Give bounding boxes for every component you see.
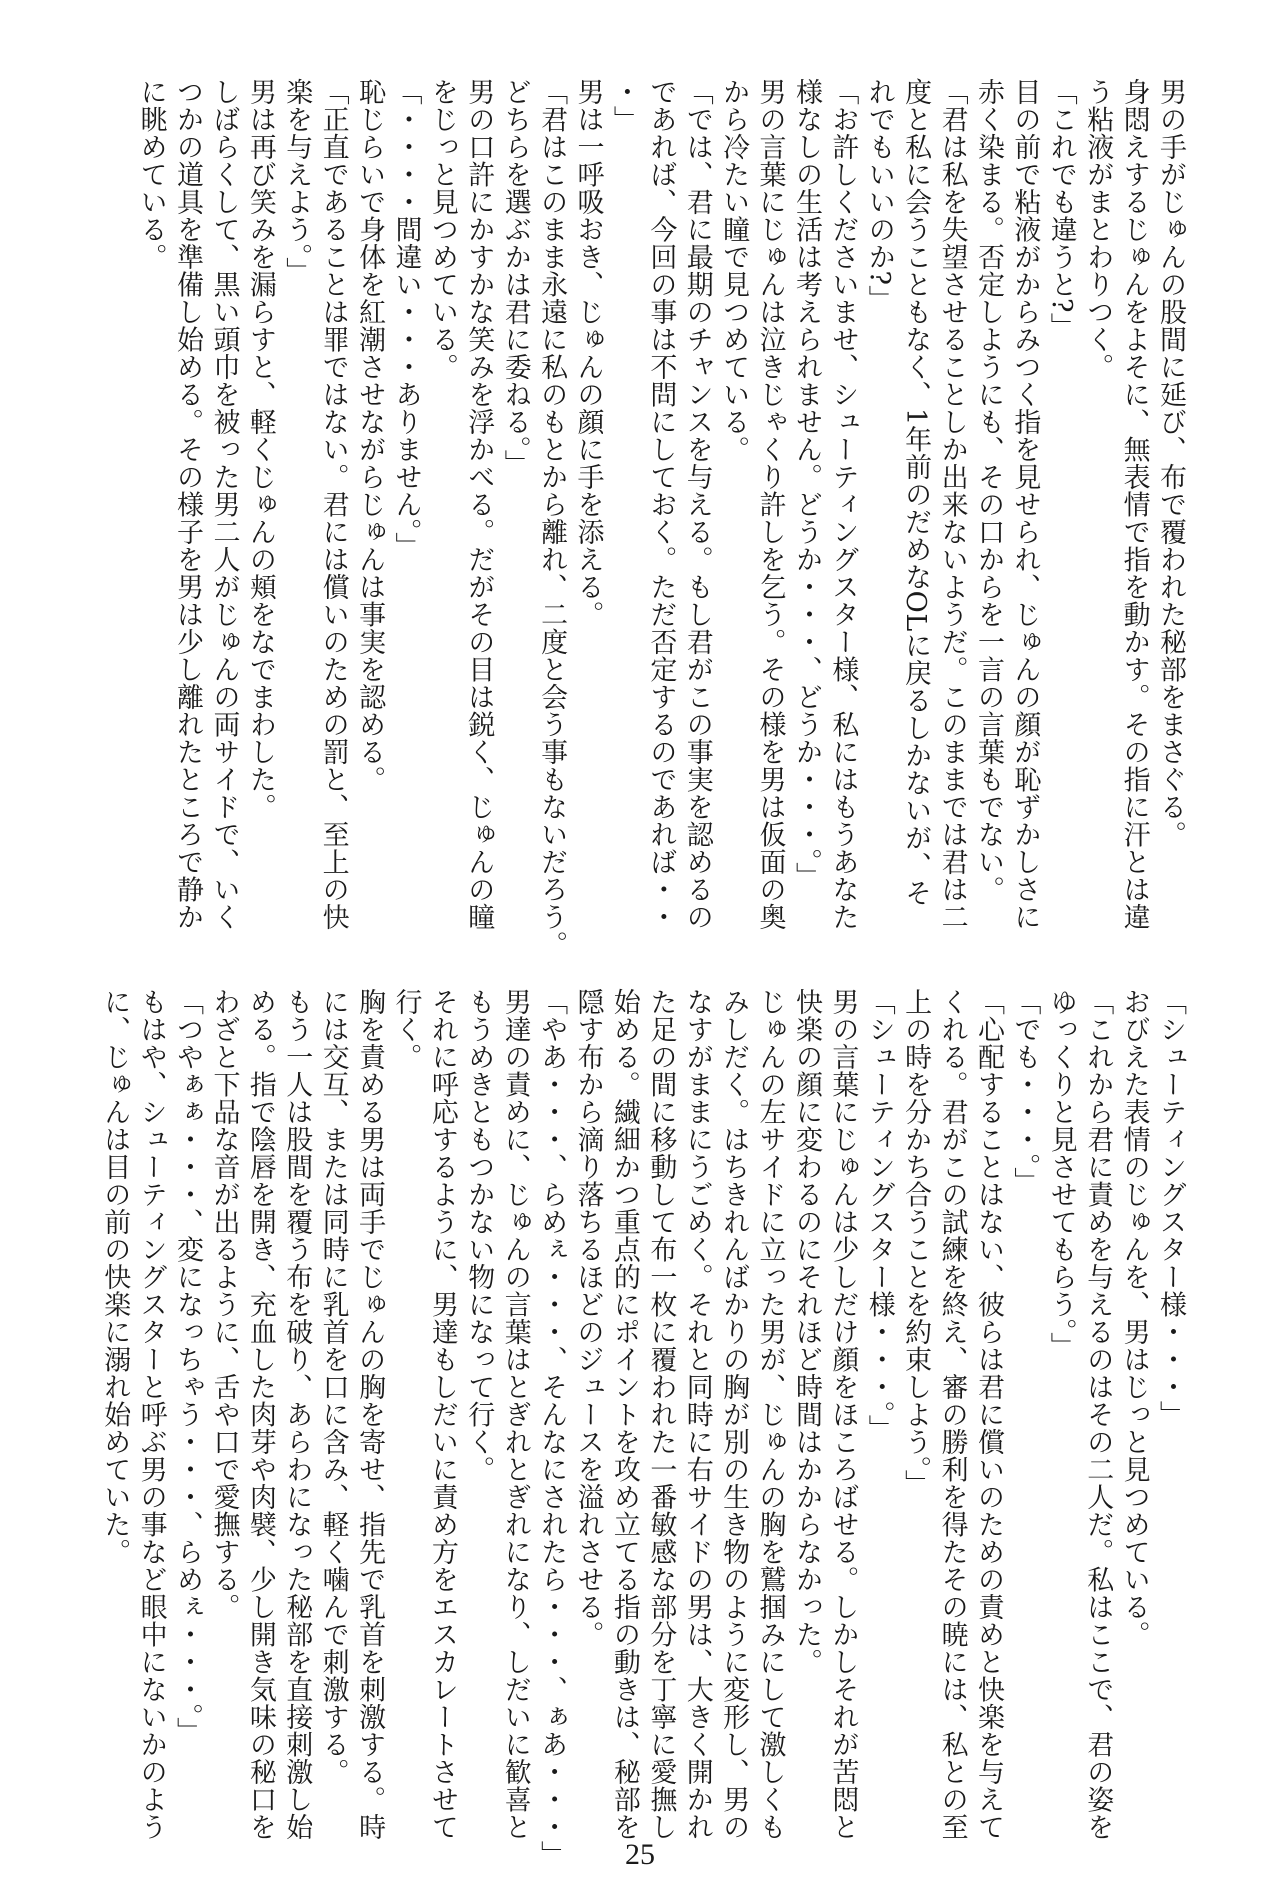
text-line: わざと下品な音が出るように、舌や口で愛撫する。 bbox=[208, 988, 240, 1621]
text-line: 「シューティングスター様・・・」 bbox=[1155, 988, 1186, 1428]
text-line: 度と私に会うこともなく、1年前のだめなOLに戻るしかないが、そ bbox=[900, 78, 932, 907]
text-line: ゆっくりと見させてもらう。」 bbox=[1045, 988, 1077, 1360]
text-line: 快楽の顔に変わるのにそれほど時間はかからなかった。 bbox=[790, 988, 822, 1676]
text-line: 「君は私を失望させることしか出来ないようだ。このままでは君は二 bbox=[936, 78, 968, 931]
text-line: どちらを選ぶかは君に委ねる。」 bbox=[499, 78, 531, 477]
text-line: くれる。君がこの試練を終え、審の勝利を得たその暁には、私との至 bbox=[936, 988, 968, 1841]
text-line: もはや、シューティングスターと呼ぶ男の事など眼中にないかのよう bbox=[135, 988, 167, 1841]
text-line: じゅんの左サイドに立った男が、じゅんの胸を鷲掴みにして激しくも bbox=[754, 988, 786, 1841]
text-line: 赤く染まる。否定しようにも、その口からを一言の言葉もでない。 bbox=[972, 78, 1004, 903]
text-line: 「やあ・・・、らめぇ・・・、そんなにされたら・・・、ぁあ・・・」 bbox=[536, 988, 568, 1868]
text-line: 隠す布から滴り落ちるほどのジュースを溢れさせる。 bbox=[572, 988, 604, 1648]
text-line: 男の口許にかすかな笑みを浮かべる。だがその目は鋭く、じゅんの瞳 bbox=[463, 78, 495, 931]
text-line: 男の言葉にじゅんは泣きじゃくり許しを乞う。その様を男は仮面の奥 bbox=[754, 78, 786, 931]
text-line: から冷たい瞳で見つめている。 bbox=[718, 78, 750, 463]
page-number: 25 bbox=[625, 1838, 655, 1871]
text-line: 男の手がじゅんの股間に延び、布で覆われた秘部をまさぐる。 bbox=[1155, 78, 1186, 848]
text-line: う粘液がまとわりつく。 bbox=[1082, 78, 1114, 381]
text-line: 「では、君に最期のチャンスを与える。もし君がこの事実を認めるの bbox=[681, 78, 713, 931]
text-line: 楽を与えよう。」 bbox=[281, 78, 313, 285]
text-line: ・」 bbox=[608, 78, 640, 133]
text-line: みしだく。はちきれんばかりの胸が別の生き物のように変形し、男の bbox=[718, 988, 750, 1841]
text-line: 「心配することはない、彼らは君に償いのための責めと快楽を与えて bbox=[972, 988, 1004, 1841]
text-line: 行く。 bbox=[390, 988, 422, 1071]
text-line: それに呼応するように、男達もしだいに責め方をエスカレートさせて bbox=[426, 988, 458, 1841]
text-line: つかの道具を準備し始める。その様子を男は少し離れたところで静か bbox=[172, 78, 204, 931]
text-line: 恥じらいで身体を紅潮させながらじゅんは事実を認める。 bbox=[354, 78, 386, 793]
text-line: 胸を責める男は両手でじゅんの胸を寄せ、指先で乳首を刺激する。時 bbox=[354, 988, 386, 1841]
text-line: なすがままにうごめく。それと同時に右サイドの男は、大きく開かれ bbox=[681, 988, 713, 1841]
text-line: もう一人は股間を覆う布を破り、あらわになった秘部を直接刺激し始 bbox=[281, 988, 313, 1841]
text-line: 「これでも違うと?」 bbox=[1045, 78, 1077, 341]
text-line: 身悶えするじゅんをよそに、無表情で指を動かす。その指に汗とは違 bbox=[1118, 78, 1150, 931]
text-line: 「お許しくださいませ、シューティングスター様、私にはもうあなた bbox=[827, 78, 859, 931]
text-line: もうめきともつかない物になって行く。 bbox=[463, 988, 495, 1483]
text-line: 「つやぁぁ・・・、変になっちゃう・・・、らめぇ・・・。」 bbox=[172, 988, 204, 1745]
text-line: 上の時を分かち合うことを約束しよう。」 bbox=[900, 988, 932, 1497]
text-line: 「シューティングスター様・・・。」 bbox=[863, 988, 895, 1442]
text-line: 「これから君に責めを与えるのはその二人だ。私はここで、君の姿を bbox=[1082, 988, 1114, 1841]
text-line: 男は一呼吸おき、じゅんの顔に手を添える。 bbox=[572, 78, 604, 628]
text-block-upper bbox=[132, 78, 1188, 958]
text-line: には交互、または同時に乳首を口に含み、軽く噛んで刺激する。 bbox=[317, 988, 349, 1786]
text-line: 男の言葉にじゅんは少しだけ顔をほころばせる。しかしそれが苦悶と bbox=[827, 988, 859, 1841]
text-line: であれば、今回の事は不問にしておく。ただ否定するのであれば・・ bbox=[645, 78, 677, 931]
text-line: おびえた表情のじゅんを、男はじっと見つめている。 bbox=[1118, 988, 1150, 1648]
text-line: 男達の責めに、じゅんの言葉はとぎれとぎれになり、しだいに歓喜と bbox=[499, 988, 531, 1841]
text-line: 始める。繊細かつ重点的にポイントを攻め立てる指の動きは、秘部を bbox=[608, 988, 640, 1841]
text-line: た足の間に移動して布一枚に覆われた一番敏感な部分を丁寧に愛撫し bbox=[645, 988, 677, 1841]
text-line: める。指で陰唇を開き、充血した肉芽や肉襞、少し開き気味の秘口を bbox=[244, 988, 276, 1841]
text-line: れでもいいのか?」 bbox=[863, 78, 895, 313]
text-line: 「・・・・間違い・・・ありません。」 bbox=[390, 78, 422, 560]
text-line: 目の前で粘液がからみつく指を見せられ、じゅんの顔が恥ずかしさに bbox=[1009, 78, 1041, 931]
text-line: しばらくして、黒い頭巾を被った男二人がじゅんの両サイドで、いく bbox=[208, 78, 240, 931]
text-line: 様なしの生活は考えられません。どうか・・・、どうか・・・。」 bbox=[790, 78, 822, 890]
text-line: 「でも・・・。」 bbox=[1009, 988, 1041, 1195]
text-line: 男は再び笑みを漏らすと、軽くじゅんの頬をなでまわした。 bbox=[244, 78, 276, 821]
text-line: に眺めている。 bbox=[135, 78, 167, 271]
text-line: をじっと見つめている。 bbox=[426, 78, 458, 381]
text-line: 「正直であることは罪ではない。君には償いのための罰と、至上の快 bbox=[317, 78, 349, 931]
text-line: 「君はこのまま永遠に私のもとから離れ、二度と会う事もないだろう。 bbox=[536, 78, 568, 958]
text-line: に、じゅんは目の前の快楽に溺れ始めていた。 bbox=[99, 988, 131, 1566]
